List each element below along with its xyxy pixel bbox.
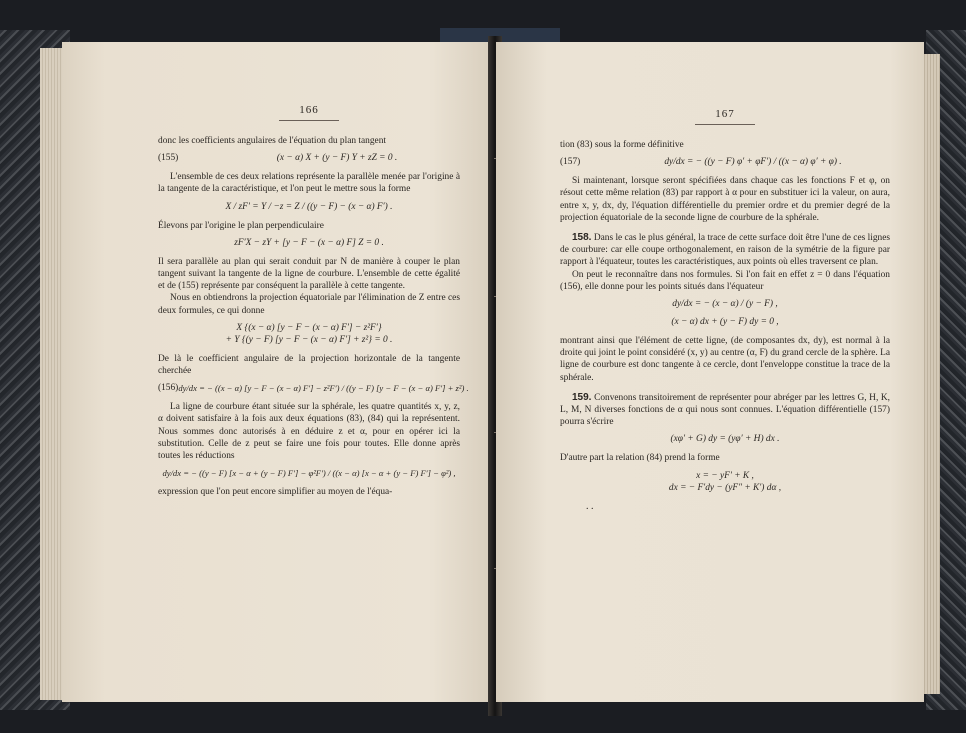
equation-body: dy/dx = − ((y − F) φ′ + φF′) / ((x − α) φ′ + φ) . (664, 157, 842, 168)
page-number-text: 166 (299, 104, 319, 116)
page-edges-left (40, 48, 64, 700)
equation: x = − yF′ + K , (696, 470, 754, 481)
left-page (62, 42, 494, 702)
paragraph: Convenons transitoirement de représenter pour abréger par les lettres G, H, K, L, M, N diverses fonctions de α qui nous sont connues. L'équation différentielle (157) pourra s'écrire (560, 392, 891, 428)
equation-155 (158, 153, 460, 163)
section-158 (560, 232, 890, 269)
paragraph: Il sera parallèle au plan qui serait conduit par N de manière à couper le plan tangent suivant la tangente de la ligne de courbure. L'ensemble de cette égalité et de (155) représente par conséquent la parallèle à cette tangente. (158, 256, 460, 292)
section-number: 159. (572, 391, 592, 403)
page-number-rule (695, 124, 755, 125)
paragraph: Si maintenant, lorsque seront spécifiées dans chaque cas les fonctions F et φ, on résout cette même relation (83) par rapport à α pour en substituer ici la valeur, on aura, entre x, y, dx, dy, l'équation différentielle du premier ordre et du premier degré de la projection équatoriale de la seconde ligne de courbure de la sphérale. (560, 176, 890, 223)
section-number: 158. (572, 232, 592, 244)
equation-line: X {(x − α) [y − F − (x − α) F′] − z²F′} (236, 322, 382, 333)
paragraph: montrant ainsi que l'élément de cette ligne, (de composantes dx, dy), est normal à la droite qui joint le point considéré (x, y) au centre (α, F) du grand cercle de la sphère. La ligne de courbure est donc tangente à ce cercle, dont l'enveloppe constitue la trace de la sphérale. (560, 336, 890, 383)
equation: X / zF′ = Y / −z = Z / ((y − F) − (x − α) F′) . (225, 201, 393, 212)
page-number-rule (279, 120, 339, 121)
paragraph: On peut le reconnaître dans nos formules. Si l'on fait en effet z = 0 dans l'équation (156), elle donne pour les points situés dans l'équateur (560, 269, 890, 292)
equation: dx = − F′dy − (yF″ + K′) dα , (668, 482, 782, 493)
equation-body: (x − α) X + (y − F) Y + zZ = 0 . (276, 153, 398, 164)
equation-157 (560, 157, 890, 167)
page-number (158, 104, 460, 121)
equation-body: dy/dx = − ((x − α) [y − F − (x − α) F′] − z²F′) / ((y − F) [y − F − (x − α) F′] + z²) . (178, 383, 469, 394)
equation-number: (156) (158, 383, 179, 394)
equation: zF′X − zY + [y − F − (x − α) F] Z = 0 . (234, 237, 384, 248)
page-number (560, 108, 890, 125)
paragraph: Élevons par l'origine le plan perpendiculaire (158, 220, 324, 231)
paragraph: De là le coefficient angulaire de la projection horizontale de la tangente cherchée (158, 353, 460, 377)
equation: dy/dx = − ((y − F) [x − α + (y − F) F′] − φ²F′) / ((x − α) [x − α + (y − F) F′] − φ²) , (162, 468, 456, 479)
paragraph: expression que l'on peut encore simplifier au moyen de l'équa- (158, 487, 393, 498)
page-number-text: 167 (715, 108, 735, 120)
right-page (496, 42, 924, 702)
paragraph: Nous en obtiendrons la projection équatoriale par l'élimination de Z entre ces deux formules, ce qui donne (158, 293, 460, 316)
equation-156 (158, 383, 469, 394)
equation-line: + Y {(y − F) [y − F − (x − α) F′] + z²} = 0 . (225, 334, 393, 345)
paragraph: donc les coefficients angulaires de l'équation du plan tangent (158, 136, 387, 146)
section-159 (560, 392, 890, 429)
equation: (xφ′ + G) dy = (yφ′ + H) dx . (670, 434, 780, 445)
equation: dy/dx = − (x − α) / (y − F) , (672, 299, 778, 310)
paragraph: La ligne de courbure étant située sur la sphérale, les quatre quantités x, y, z, α doivent satisfaire à la fois aux deux équations (83), (84) qui la représentent. Nous sommes donc autorisés à en déduire z et α, pour en opérer ici la substitution. Celle de z peut se faire une fois pour toutes. Elle donne après toutes les réductions (158, 402, 460, 462)
paragraph: tion (83) sous la forme définitive (560, 140, 684, 150)
equation-number: (155) (158, 153, 179, 164)
equation: (x − α) dx + (y − F) dy = 0 , (671, 317, 779, 328)
paragraph: Dans le cas le plus général, la trace de cette surface doit être l'une de ces lignes de courbure: car elle coupe orthogonalement, en raison de la symétrie de la figure par rapport à l'équateur, toutes les caractéristiques, aux points où elles traversent ce plan. (560, 233, 890, 268)
page-edges-right (922, 54, 940, 694)
paragraph: L'ensemble de ces deux relations représente la parallèle menée par l'origine à la tangente de la caractéristique, et l'on peut le mettre sous la forme (158, 172, 460, 195)
trailing-dots: . . (586, 500, 594, 512)
equation-number: (157) (560, 157, 581, 168)
paragraph: D'autre part la relation (84) prend la forme (560, 453, 720, 464)
